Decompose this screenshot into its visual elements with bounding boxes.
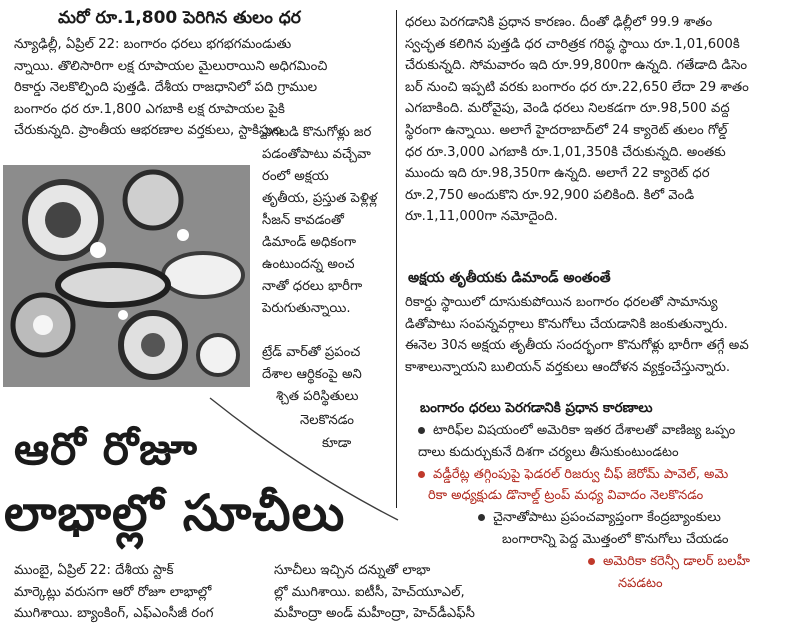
list-item: [418, 529, 784, 551]
list-item-text: అమెరికా కరెన్సీ డాలర్ బలహీ: [603, 553, 750, 569]
demand-paragraph: [405, 292, 783, 378]
text-line: నాతో ధరలు భారీగా: [262, 279, 363, 294]
text-line: రికార్డు నెలకొల్పింది పుత్తడి. దేశీయ రాజధానిలో పది గ్రాముల: [14, 80, 318, 96]
text-line: మహీంద్రా అండ్ మహీంద్రా, హెచ్‌డీఎఫ్‌సీ: [274, 606, 475, 622]
text-line: తృతీయ, ప్రస్తుత పెళ్లిళ్ల: [262, 191, 378, 206]
text-line: రంలో అక్షయ: [262, 169, 329, 184]
bottom-headline-line1: ఆరో రోజూ: [14, 424, 198, 475]
text-line: బంగారం ధర రూ.1,800 ఎగబాకి లక్ష రూపాయల పైకి: [14, 101, 285, 117]
bullet-icon: [588, 558, 595, 565]
text-line: రూ.1,11,000గా నమోదైంది.: [405, 209, 558, 225]
bottom-right-paragraph: [274, 560, 524, 625]
list-item-text: బంగారాన్ని పెద్ద మొత్తంలో కొనుగోలు చేయడం: [502, 531, 729, 547]
list-item: [418, 485, 784, 507]
text-line: డిమాండ్ అధికంగా: [262, 235, 357, 250]
text-line: పెరుగుతున్నాయి.: [262, 301, 351, 316]
list-item-text: టారిఫ్‌ల విషయంలో అమెరికా ఇతర దేశాలతో వాణిజ్య ఒప్పం: [433, 423, 736, 438]
text-line: స్వచ్ఛత కలిగిన పుత్తడి ధర చారిత్రక గరిష్ఠ స్థాయి రూ.1,01,600కి: [405, 36, 740, 52]
text-line: డితోపాటు సంపన్నవర్గాలు కొనుగోలు చేయడానికి జంకుతున్నారు.: [405, 316, 728, 332]
list-item-text: వడ్డీరేట్ల తగ్గింపుపై ఫెడరల్ రిజర్వు చీఫ్ జెరోమ్ పావెల్, అమె: [433, 466, 729, 482]
text-line: ల్లో ముగిశాయి. ఐటీసీ, హెచ్‌యూఎల్,: [274, 584, 465, 600]
text-line: రికార్డు స్థాయిలో దూసుకుపోయిన బంగారం ధరలతో సామాన్యు: [405, 295, 718, 310]
bullet-icon: [418, 471, 425, 478]
right-column-paragraph: [405, 12, 783, 228]
list-item: [418, 442, 784, 464]
column-divider: [396, 10, 397, 508]
text-line: శ్చిత పరిస్థితులు: [276, 389, 359, 404]
list-item-text: నపడటం: [618, 575, 663, 591]
text-line: ఎగబాకింది. మరోవైపు, వెండి ధరలు నిలకడగా రూ.98,500 వద్ద: [405, 101, 730, 117]
list-item: [418, 507, 784, 529]
text-line: చేరుకున్నది. ప్రాంతీయ ఆభరణాల వర్తకులు, స్టాకిస్టుల: [14, 123, 283, 139]
text-line: రూ.2,750 అందుకొని రూ.92,900 పలికింది. కిలో వెండి: [405, 187, 695, 203]
text-line: నెలకొనడం: [300, 413, 354, 428]
text-line: కూడా: [322, 436, 352, 451]
list-item-text: రికా అధ్యక్షుడు డొనాల్డ్ ట్రంప్ మధ్య వివాదం నెలకొనడం: [428, 488, 704, 504]
list-item: [418, 464, 784, 486]
text-line: పడంతోపాటు వచ్చేవా: [262, 147, 371, 162]
reasons-subheading: బంగారం ధరలు పెరగడానికి ప్రధాన కారణాలు: [420, 400, 653, 416]
text-line: ఉంటుందన్న అంచ: [262, 257, 355, 272]
list-item-text: చైనాతోపాటు ప్రపంచవ్యాప్తంగా కేంద్రబ్యాంకులు: [493, 510, 721, 526]
text-line: ముందు ఇది రూ.98,350గా ఉన్నది. అలాగే 22 క్యారెట్ ధర: [405, 166, 710, 182]
text-line: ఎగబడి కొనుగోళ్లు జర: [262, 125, 372, 140]
bottom-headline-line2: లాభాల్లో సూచీలు: [4, 484, 346, 542]
text-line: దేశాల ఆర్థికంపై అని: [262, 367, 362, 382]
bullet-icon: [478, 514, 485, 521]
text-line: న్నాయి. తొలిసారిగా లక్ష రూపాయల మైలురాయిని అధిగమించి: [14, 58, 328, 74]
text-line: ధరలు పెరగడానికి ప్రధాన కారణం. దీంతో ఢిల్లీలో 99.9 శాతం: [405, 15, 713, 30]
text-line: సూచీలు ఇచ్చిన దన్నుతో లాభా: [274, 563, 431, 578]
text-line: మార్కెట్లు వరుసగా ఆరో రోజూ లాభాల్లో: [14, 584, 212, 600]
list-item: [418, 420, 784, 442]
text-line: న్యూఢిల్లీ, ఏప్రిల్ 22: బంగారం ధరలు భగభగమండుతు: [14, 37, 292, 52]
text-line: ముగిశాయి. బ్యాంకింగ్, ఎఫ్‌ఎంసీజీ రంగ: [14, 606, 214, 622]
text-line: స్థిరంగా ఉన్నాయి. అలాగే హైదరాబాద్‌లో 24 క్యారెట్ తులం గోల్డ్: [405, 122, 728, 138]
list-item-text: దాలు కుదుర్చుకునే దిశగా చర్యలు తీసుకుంటుండటం: [418, 444, 679, 460]
text-line: ముంబై, ఏప్రిల్ 22: దేశీయ స్టాక్: [14, 563, 174, 578]
text-line: ట్రేడ్ వార్‌తో ప్రపంచ: [262, 345, 361, 360]
text-line: కాశాలున్నాయని బులియన్ వర్తకులు ఆందోళన వ్యక్తంచేస్తున్నారు.: [405, 359, 731, 375]
demand-subheading: అక్షయ తృతీయకు డిమాండ్ అంతంతే: [408, 270, 611, 286]
article-headline: మరో రూ.1,800 పెరిగిన తులం ధర: [58, 8, 301, 28]
text-line: ధర రూ.3,000 ఎగబాకి రూ.1,01,350కి చేరుకున్నది. అంతకు: [405, 144, 726, 160]
text-line: ఈనెల 30న అక్షయ తృతీయ సందర్భంగా కొనుగోళ్లు భారీగా తగ్గే అవ: [405, 338, 749, 354]
bullet-icon: [418, 427, 425, 434]
text-line: చేరుకున్నది. సోమవారం ఇది రూ.99,800గా ఉన్నది. గతేడాది డిసెం: [405, 58, 748, 74]
bottom-left-paragraph: [14, 560, 264, 625]
text-line: సీజన్ కావడంతో: [262, 213, 344, 228]
text-line: బర్ నుంచి ఇప్పటి వరకు బంగారం ధర రూ.22,650 లేదా 29 శాతం: [405, 79, 749, 95]
